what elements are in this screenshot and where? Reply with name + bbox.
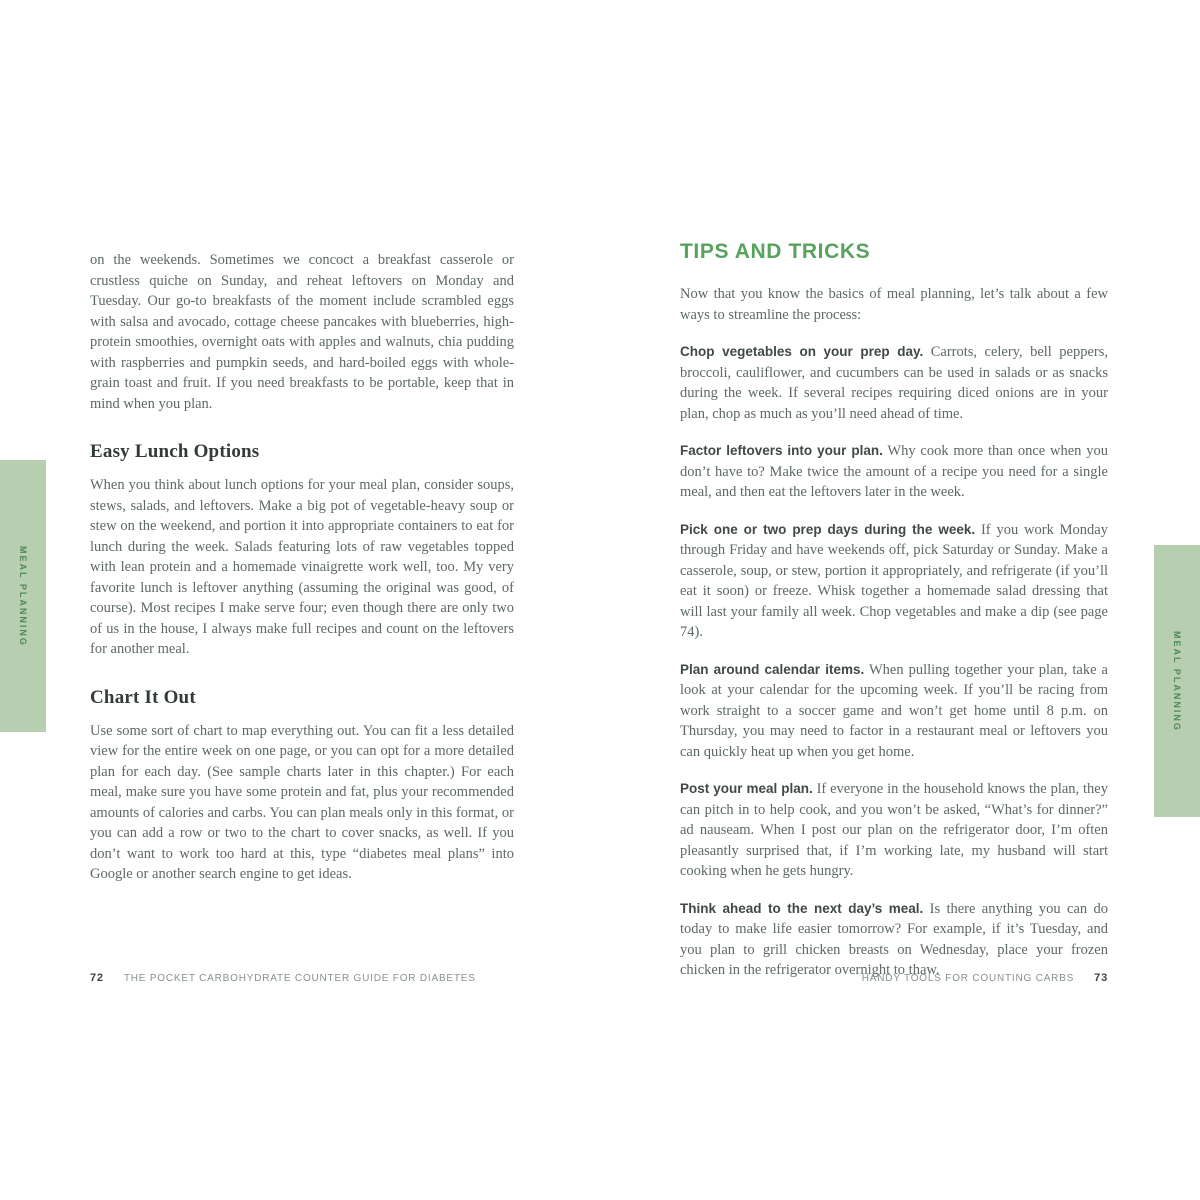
- tip-factor-leftovers: [680, 441, 1108, 503]
- left-intro-paragraph: on the weekends. Sometimes we concoct a breakfast casserole or crustless quiche on Sunday, and reheat leftovers on Monday and Tuesday. Our go-to breakfasts of the moment include scrambled eggs with salsa and avocado, cottage cheese pancakes with blueberries, high-protein smoothies, overnight oats with apples and walnuts, chia pudding with raspberries and pumpkin seeds, and hard-boiled eggs with whole-grain toast and fruit. If you need breakfasts to be portable, keep that in mind when you plan.: [90, 252, 514, 412]
- left-page-column: [90, 250, 514, 885]
- tip-body: If you work Monday through Friday and have weekends off, pick Saturday or Sunday. Make a casserole, soup, or stew, portion it appropriately, and refrigerate (if you’ll eat it soon) or freeze. Whisk together a homemade salad dressing that will last your family all week. Chop vegetables and make a dip (see page 74).: [680, 521, 1108, 640]
- tip-post-meal-plan: [680, 779, 1108, 882]
- tip-lead: Chop vegetables on your prep day.: [680, 344, 924, 359]
- tip-lead: Post your meal plan.: [680, 781, 813, 796]
- section-body-chart-it-out: Use some sort of chart to map everything out. You can fit a less detailed view for the entire week on one page, or you can opt for a more detailed plan for each day. (See sample charts later in this chapter.) For each meal, make sure you have some protein and fat, plus your recommended amounts of calories and carbs. You can plan meals only in this format, or you can add a row or two to the chart to cover snacks, as well. If you don’t want to work too hard at this, type “diabetes meal plans” into Google or another search engine to get ideas.: [90, 722, 514, 882]
- right-page-number: 73: [1094, 972, 1108, 984]
- right-page-column: [680, 240, 1108, 998]
- right-page-footer: [680, 972, 1108, 984]
- tip-body: Is there anything you can do today to make life easier tomorrow? For example, if it’s Tuesday, and you plan to grill chicken breasts on Wednesday, place your frozen chicken in the refrigerator overnight to thaw.: [680, 900, 1108, 978]
- tip-lead: Pick one or two prep days during the week.: [680, 521, 976, 537]
- chapter-tab-right-label: MEAL PLANNING: [1172, 630, 1182, 732]
- tips-intro-paragraph: Now that you know the basics of meal planning, let’s talk about a few ways to streamline the process:: [680, 286, 1108, 323]
- section-heading-chart-it-out: Chart It Out: [90, 686, 196, 708]
- tip-think-ahead: [680, 899, 1108, 981]
- tip-lead: Think ahead to the next day’s meal.: [680, 900, 924, 916]
- tip-chop-vegetables: [680, 342, 1108, 424]
- left-footer-title: THE POCKET CARBOHYDRATE COUNTER GUIDE FOR DIABETES: [123, 973, 476, 984]
- tip-body: Carrots, celery, bell peppers, broccoli, cauliflower, and cucumbers can be used in salads or as snacks during the week. If several recipes requiring diced onions are in your plan, chop as much as you’ll need ahead of time.: [680, 344, 1109, 422]
- right-footer-title: HANDY TOOLS FOR COUNTING CARBS: [861, 973, 1075, 984]
- left-page-number: 72: [90, 972, 104, 984]
- section-heading-easy-lunch: Easy Lunch Options: [90, 441, 260, 462]
- tip-body: Why cook more than once when you don’t have to? Make twice the amount of a recipe you need for a single meal, and then eat the leftovers later in the week.: [680, 443, 1108, 500]
- chapter-tab-right: [1154, 545, 1200, 817]
- chapter-tab-left-label: MEAL PLANNING: [18, 545, 28, 647]
- section-body-easy-lunch: When you think about lunch options for your meal plan, consider soups, stews, salads, and leftovers. Make a big pot of vegetable-heavy soup or stew on the weekend, and portion it into appropriate containers to eat for lunch during the week. Salads featuring lots of raw vegetables topped with lean protein and a homemade vinaigrette work well, too. My very favorite lunch is leftover anything (assuming the original was good, of course). Most recipes I make serve four; even though there are only two of us in the house, I always make full recipes and count on the leftovers for another meal.: [90, 477, 514, 657]
- tip-body: If everyone in the household knows the plan, they can pitch in to help cook, and you won’t be asked, “What’s for dinner?” ad nauseam. When I post our plan on the refrigerator door, I’m often pleasantly surprised that, if I’m working late, my husband will start cooking when he gets hungry.: [680, 781, 1108, 879]
- tip-calendar-items: [680, 660, 1108, 763]
- tip-body: When pulling together your plan, take a look at your calendar for the upcoming week. If you’ll be racing from work straight to a soccer game and won’t get home until 8 p.m. on Thursday, you may need to factor in a restaurant meal or leftovers you can quickly heat up when you get home.: [680, 661, 1108, 760]
- tip-prep-days: [680, 520, 1108, 643]
- left-page-footer: [90, 972, 514, 984]
- tip-lead: Factor leftovers into your plan.: [680, 443, 883, 458]
- chapter-tab-left: [0, 460, 46, 732]
- tips-and-tricks-heading: TIPS AND TRICKS: [680, 240, 871, 263]
- tip-lead: Plan around calendar items.: [680, 661, 865, 677]
